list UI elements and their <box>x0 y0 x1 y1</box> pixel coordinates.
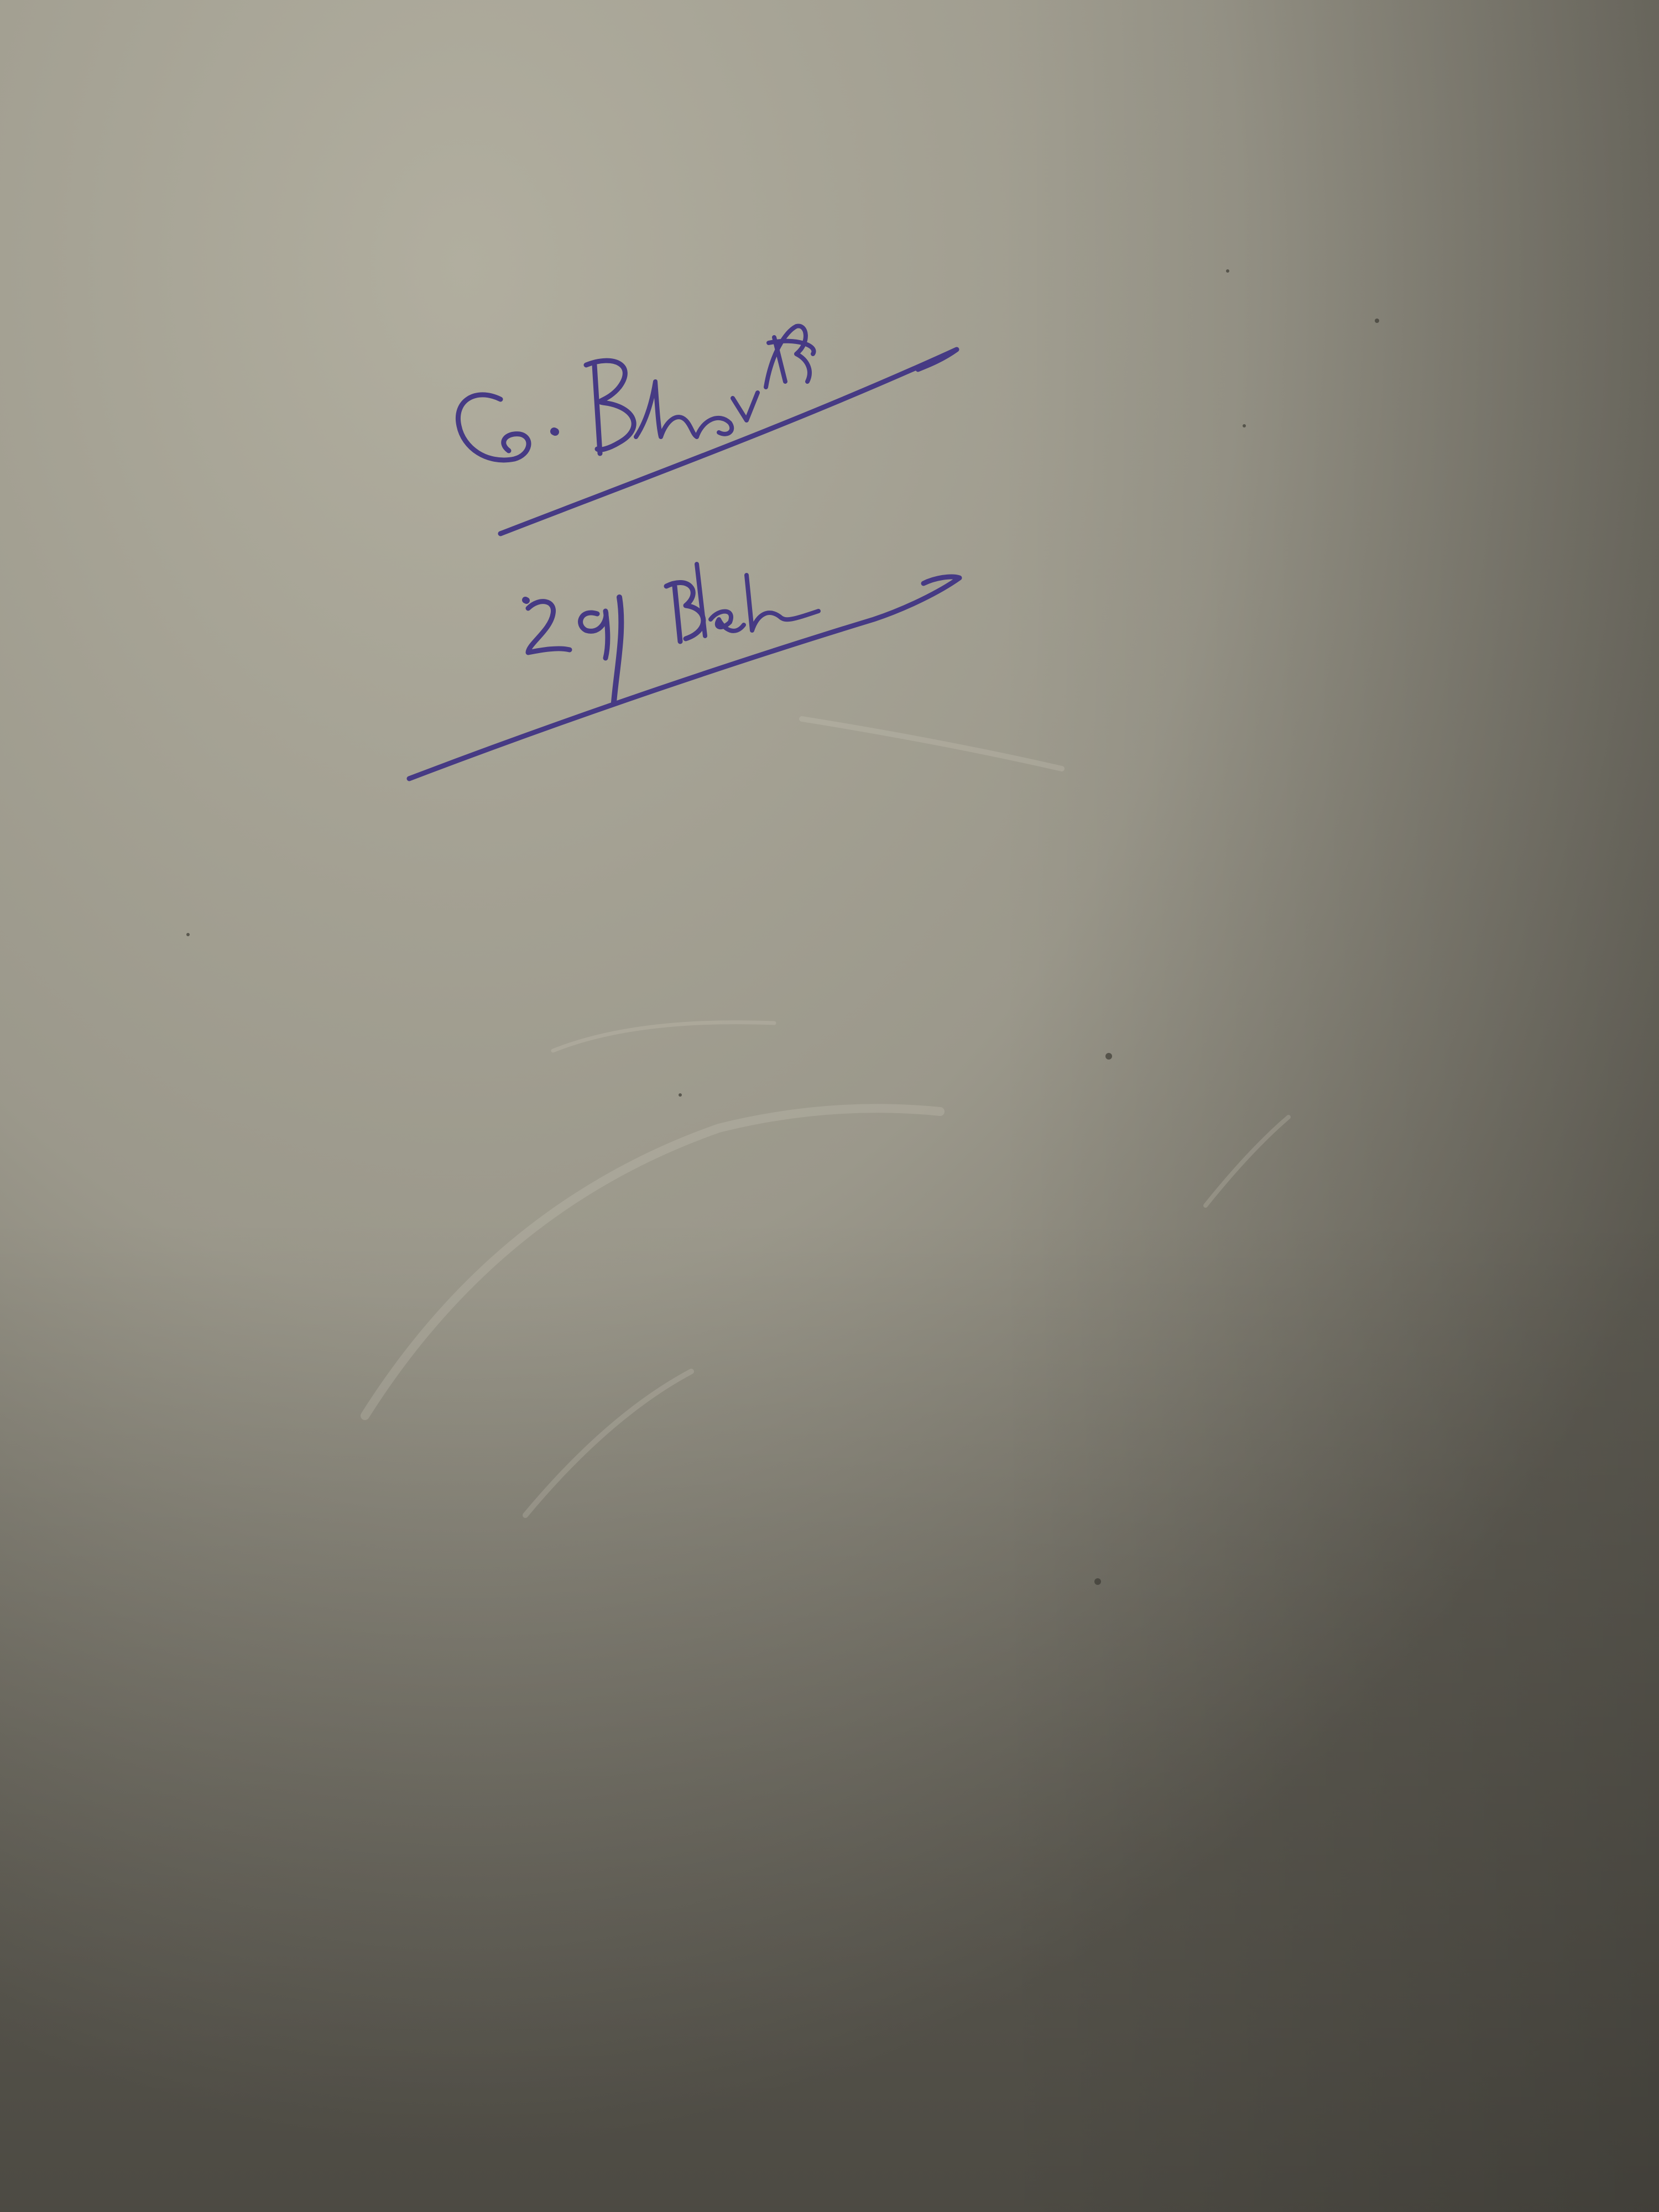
signature-underline <box>500 349 957 534</box>
handwriting-date <box>525 564 818 702</box>
signature-g-bharat <box>458 326 813 460</box>
